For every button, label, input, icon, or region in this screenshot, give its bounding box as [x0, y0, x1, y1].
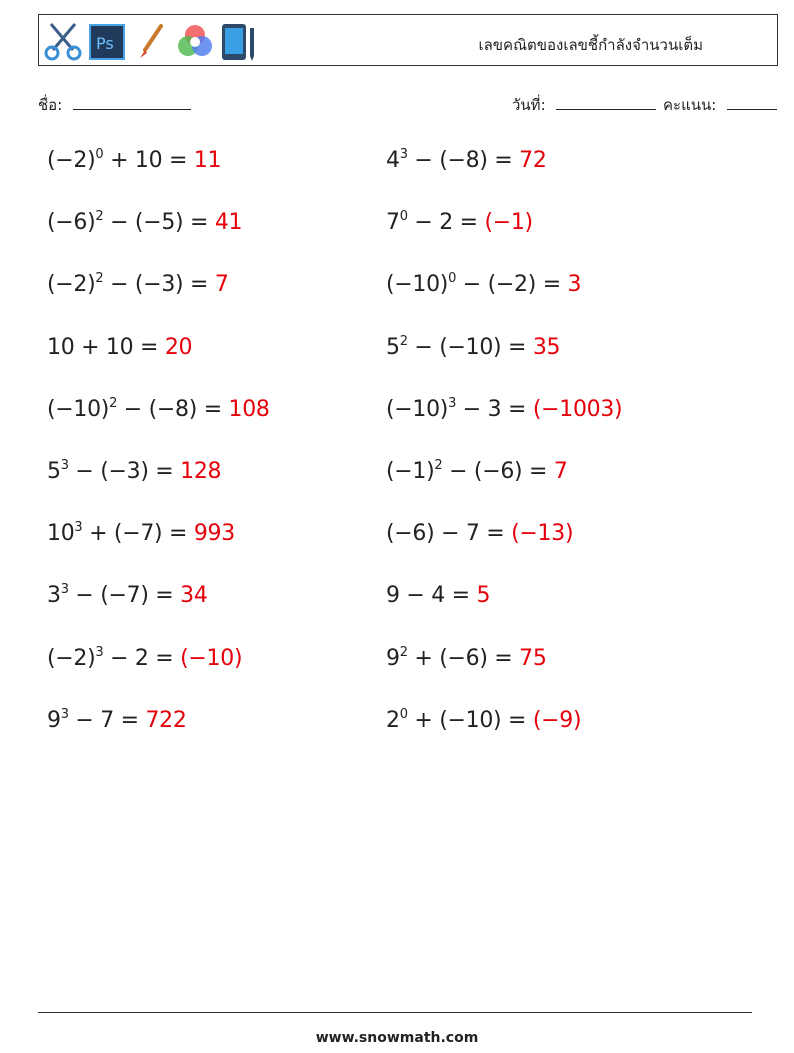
- problem-base: 4: [386, 148, 400, 173]
- problem-exponent: 0: [448, 271, 457, 287]
- problem-expression: − 7 =: [68, 707, 146, 733]
- problem-base: (−6) − 7 =: [386, 521, 512, 547]
- footer-divider: [38, 1012, 752, 1013]
- problem-16: [386, 583, 490, 608]
- problem-answer: 7: [214, 272, 229, 298]
- score-blank[interactable]: [727, 97, 777, 110]
- problem-base: 10: [47, 521, 75, 547]
- scissors-icon: [43, 20, 83, 62]
- problem-exponent: 3: [74, 520, 83, 536]
- problem-13: [47, 521, 235, 546]
- problem-exponent: 0: [95, 147, 104, 162]
- problem-answer: 11: [193, 148, 222, 173]
- name-field: [38, 93, 191, 117]
- problem-19: [47, 708, 187, 733]
- problem-base: (−2): [47, 148, 96, 173]
- problem-exponent: 3: [448, 395, 457, 411]
- problem-base: 7: [386, 210, 400, 236]
- photoshop-icon: [87, 20, 127, 62]
- problem-expression: + (−10) =: [407, 707, 533, 733]
- problem-14: [386, 521, 573, 546]
- date-field: [512, 93, 656, 117]
- problem-exponent: 2: [95, 209, 104, 225]
- problem-answer: 993: [193, 521, 235, 547]
- problem-expression: − 3 =: [456, 396, 533, 422]
- problem-expression: + 10 =: [103, 148, 194, 173]
- problem-expression: − (−8) =: [117, 396, 229, 422]
- problem-base: (−10): [47, 396, 110, 422]
- problem-exponent: 2: [109, 395, 118, 411]
- problem-17: [47, 646, 242, 671]
- problem-4: [386, 210, 533, 235]
- problem-8: [386, 335, 560, 360]
- problem-10: [386, 397, 622, 422]
- problem-exponent: 3: [95, 644, 104, 660]
- problem-answer: 35: [532, 334, 561, 360]
- problem-expression: − (−5) =: [103, 210, 215, 236]
- svg-text:Ps: Ps: [96, 34, 114, 53]
- problem-answer: 75: [519, 645, 547, 671]
- date-label: วันที่:: [512, 96, 546, 114]
- problem-exponent: 2: [399, 333, 408, 349]
- problem-answer: 128: [180, 459, 222, 484]
- problem-base: (−2): [47, 645, 96, 671]
- problem-expression: − (−3) =: [103, 272, 215, 298]
- problem-base: 3: [47, 583, 61, 609]
- problem-7: [47, 335, 192, 360]
- name-blank[interactable]: [73, 97, 191, 110]
- problem-exponent: 3: [60, 706, 69, 722]
- problem-9: [47, 397, 270, 422]
- problem-expression: + (−7) =: [82, 521, 194, 547]
- problem-answer: (−1): [484, 210, 533, 236]
- problem-20: [386, 708, 581, 733]
- problem-expression: − 2 =: [103, 645, 181, 671]
- problem-answer: 3: [567, 272, 582, 298]
- date-blank[interactable]: [556, 97, 656, 110]
- problem-1: [47, 148, 221, 173]
- problem-6: [386, 272, 581, 297]
- problem-answer: (−9): [532, 707, 582, 733]
- tablet-pen-icon: [219, 20, 259, 62]
- problem-expression: − (−6) =: [442, 459, 554, 484]
- problem-expression: − 2 =: [407, 210, 485, 236]
- name-label: ชื่อ:: [38, 96, 63, 114]
- worksheet-header: [38, 14, 778, 66]
- problem-answer: (−10): [180, 645, 243, 671]
- problem-expression: − (−2) =: [456, 272, 568, 298]
- problem-base: 9: [386, 645, 400, 671]
- problem-5: [47, 272, 229, 297]
- problem-expression: + (−6) =: [407, 645, 520, 671]
- problem-exponent: 2: [434, 458, 443, 473]
- problem-answer: 34: [180, 583, 208, 609]
- score-label: คะแนน:: [663, 96, 717, 114]
- problem-base: 5: [386, 334, 400, 360]
- problem-exponent: 3: [60, 458, 69, 473]
- problem-18: [386, 646, 547, 671]
- problem-exponent: 2: [399, 644, 408, 660]
- problem-answer: (−1003): [532, 396, 623, 422]
- problem-answer: 722: [145, 707, 187, 733]
- paintbrush-icon: [131, 20, 171, 62]
- score-field: [663, 93, 777, 117]
- problem-11: [47, 459, 221, 484]
- problem-answer: 5: [476, 583, 491, 609]
- problem-base: 9: [47, 707, 61, 733]
- problem-base: (−10): [386, 272, 449, 298]
- problem-base: (−1): [386, 459, 435, 484]
- problem-12: [386, 459, 568, 484]
- problem-base: (−2): [47, 272, 96, 298]
- problem-base: 2: [386, 707, 400, 733]
- problem-base: (−10): [386, 396, 449, 422]
- problem-2: [386, 148, 547, 173]
- footer-url: www.snowmath.com: [315, 1030, 479, 1046]
- problem-15: [47, 583, 208, 608]
- problem-exponent: 0: [399, 209, 408, 225]
- problem-expression: − (−8) =: [407, 148, 520, 173]
- problem-expression: − (−3) =: [68, 459, 181, 484]
- problem-answer: 72: [519, 148, 547, 173]
- problem-answer: 108: [228, 396, 270, 422]
- problem-base: 9 − 4 =: [386, 583, 477, 609]
- problem-answer: 20: [164, 334, 193, 360]
- problem-answer: (−13): [511, 521, 574, 547]
- problem-exponent: 3: [60, 582, 69, 598]
- problem-base: (−6): [47, 210, 96, 236]
- problem-base: 10 + 10 =: [47, 334, 165, 360]
- problem-expression: − (−7) =: [68, 583, 181, 609]
- problem-answer: 7: [553, 459, 568, 484]
- header-icons: [43, 20, 259, 62]
- problem-base: 5: [47, 459, 61, 484]
- problem-exponent: 3: [399, 147, 408, 162]
- problem-expression: − (−10) =: [407, 334, 533, 360]
- color-wheel-icon: [175, 20, 215, 62]
- problem-exponent: 0: [399, 706, 408, 722]
- problem-answer: 41: [214, 210, 243, 236]
- problem-exponent: 2: [95, 271, 104, 287]
- problem-3: [47, 210, 242, 235]
- worksheet-title: เลขคณิตของเลขชี้กำลังจำนวนเต็ม: [478, 36, 703, 54]
